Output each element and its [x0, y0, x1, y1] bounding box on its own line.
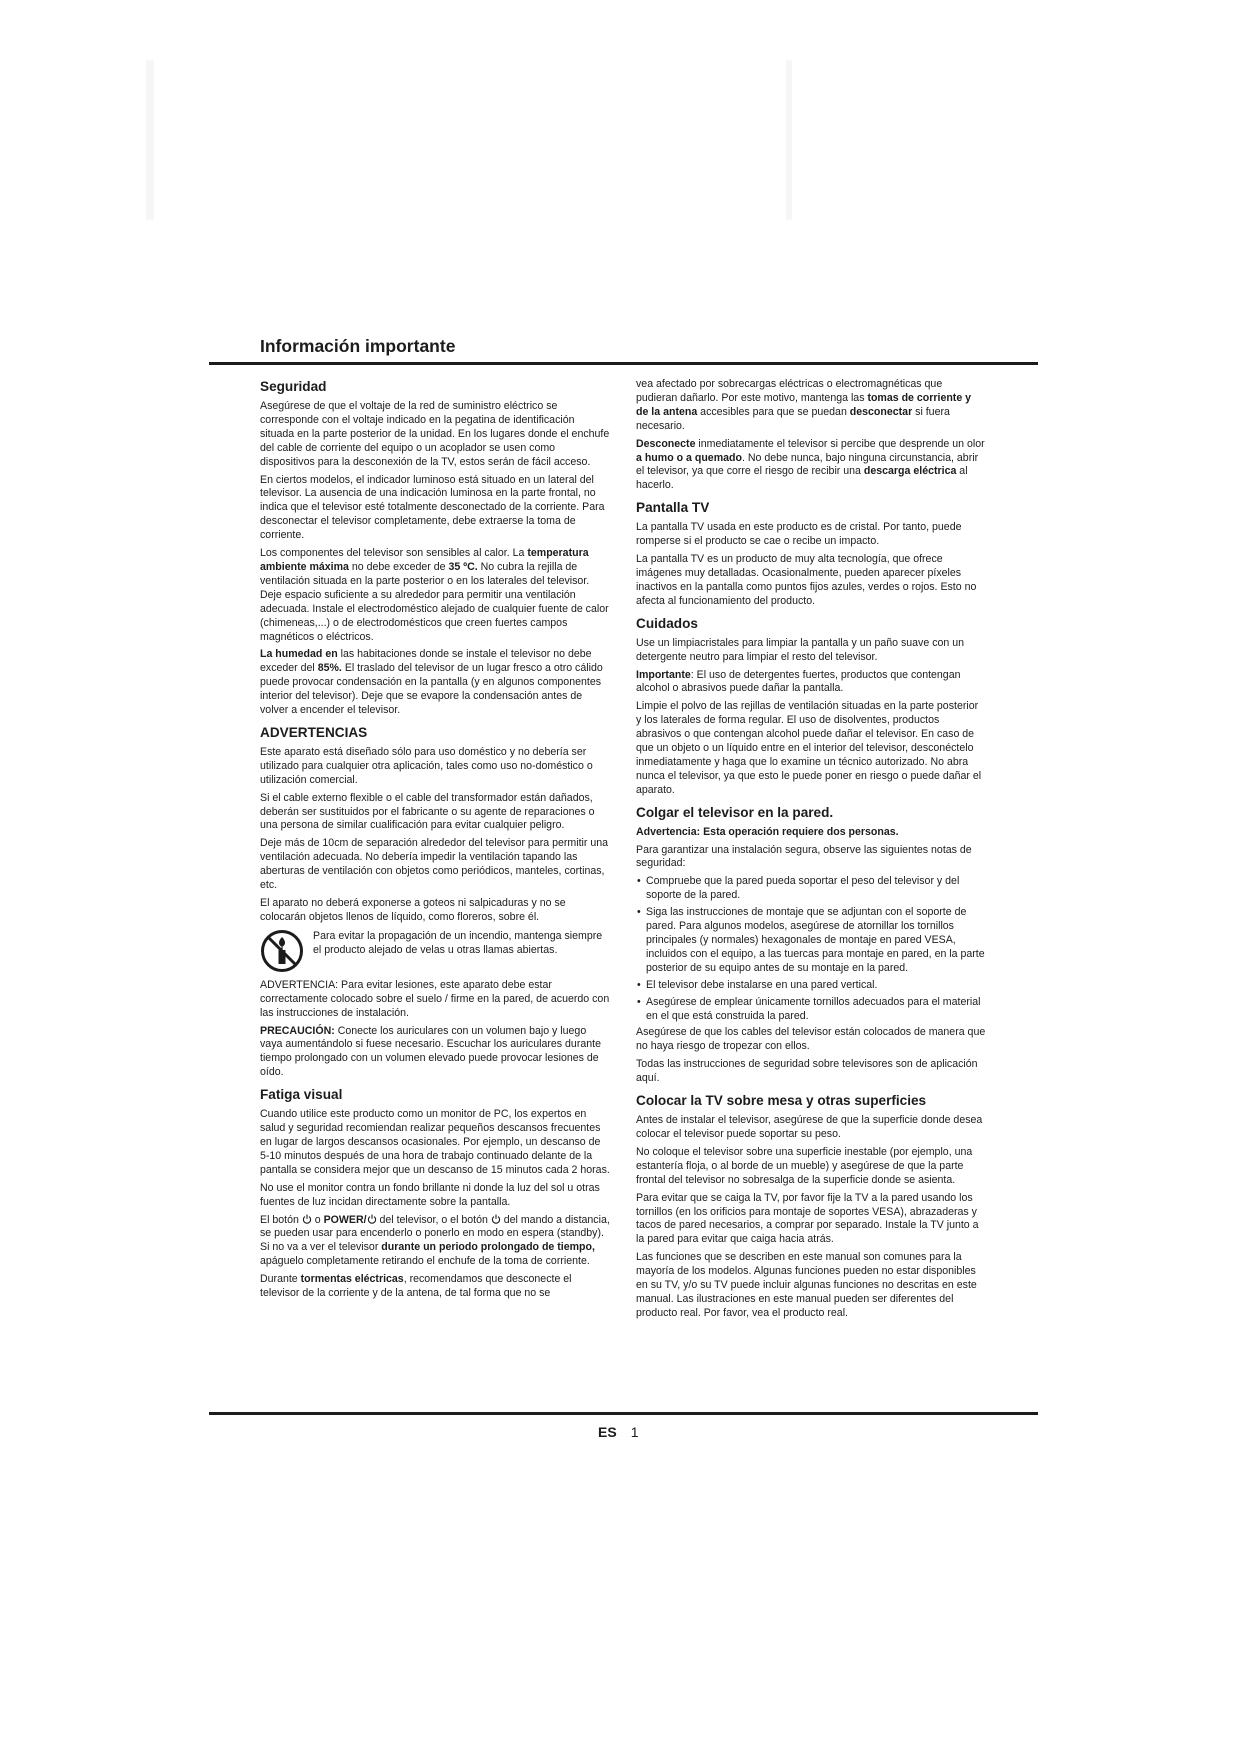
continued-paragraph: vea afectado por sobrecargas eléctricas o electromagnéticas que pudieran dañarlo. Por este motivo, mantenga las tomas de corriente y de la antena accesibles para que se puedan desconectar si fuera necesario.: [636, 378, 972, 432]
background-bleed-right: [786, 60, 792, 220]
continued-paragraph: Desconecte inmediatamente el televisor si percibe que desprende un olor a humo o a quemado. No debe nunca, bajo ninguna circunstancia, abrir el televisor, ya que corre el riesgo de recibir una descarga eléctrica al hacerlo.: [636, 437, 985, 492]
list-item: • Siga las instrucciones de montaje que se adjuntan con el soporte de pared. Para algunos modelos, asegúrese de atornillar los tornillos principales (y normales) hexagonales de montaje en pared VESA, incluidos con el equipo, a las tuercas para montaje en pared, en la parte posterior de su equipo antes de su montaje en la pared.: [636, 906, 986, 976]
list-item: • Compruebe que la pared pueda soportar el peso del televisor y del soporte de la pared.: [636, 875, 986, 903]
fatiga-paragraph: No use el monitor contra un fondo brillante ni donde la luz del sol u otras fuentes de luz incidan directamente sobre la pantalla.: [260, 1181, 600, 1208]
right-column: [636, 378, 986, 1325]
heading-seguridad: Seguridad: [260, 379, 327, 394]
colgar-intro: Para garantizar una instalación segura, observe las siguientes notas de seguridad:: [636, 843, 972, 870]
heading-colgar-televisor: Colgar el televisor en la pared.: [636, 804, 834, 820]
seguridad-paragraph: Los componentes del televisor son sensibles al calor. La temperatura ambiente máxima no debe exceder de 35 ºC. No cubra la rejilla de ventilación situada en la parte posterior o en los laterales del televisor. Deje espacio suficiente a su alrededor para permitir una ventilación adecuada. Instale el electrodoméstico alejado de cualquier fuente de calor (chimeneas,...) o de electrodomésticos que creen fuertes campos magnéticos o eléctricos.: [260, 547, 609, 643]
advertencias-paragraph: Este aparato está diseñado sólo para uso doméstico y no debería ser utilizado para cualquier otra aplicación, tales como uso no-doméstico o utilización comercial.: [260, 745, 593, 786]
no-open-flame-icon: [260, 929, 304, 973]
footer-rule: [209, 1412, 1038, 1415]
power-icon: [491, 1214, 501, 1224]
power-icon: [367, 1214, 377, 1224]
list-item: • Asegúrese de emplear únicamente tornillos adecuados para el material en el que está construida la pared.: [636, 996, 986, 1024]
colocar-paragraph: Antes de instalar el televisor, asegúrese de que la superficie donde desea colocar el televisor puede soportar su peso.: [636, 1114, 983, 1140]
advertencias-paragraph: Si el cable externo flexible o el cable del transformador están dañados, deberán ser sustituidos por el fabricante o su agente de reparaciones o una persona de similar cualificación para evitar cualquier peligro.: [260, 791, 595, 832]
advertencias-paragraph: El aparato no deberá exponerse a goteos ni salpicaduras y no se colocarán objetos llenos de líquido, como floreros, sobre él.: [260, 897, 566, 923]
cuidados-paragraph: Limpie el polvo de las rejillas de ventilación situadas en la parte posterior y los laterales de forma regular. El uso de disolventes, productos abrasivos o que contengan alcohol puede dañar el televisor. En caso de que un objeto o un líquido entre en el interior del televisor, desconéctelo inmediatamente y haga que lo examine un técnico autorizado. No abra nunca el televisor, ya que esto le puede poner en riesgo o puede dañar el aparato.: [636, 700, 982, 796]
list-item: • El televisor debe instalarse en una pared vertical.: [636, 979, 986, 993]
left-column: [260, 378, 610, 1305]
fire-warning: [260, 929, 610, 973]
advertencias-paragraph: ADVERTENCIA: Para evitar lesiones, este aparato debe estar correctamente colocado sobre el suelo / firme en la pared, de acuerdo con las instrucciones de instalación.: [260, 978, 610, 1019]
heading-advertencias: ADVERTENCIAS: [260, 724, 368, 740]
page-title: Información importante: [260, 336, 456, 356]
fatiga-paragraph: El botón o POWER/ del televisor, o el botón del mando a distancia, se pueden usar para encenderlo o ponerlo en modo en espera (standby). Si no va a ver el televisor durante un periodo prolongado de tiempo, apáguelo completamente retirando el enchufe de la toma de corriente.: [260, 1213, 610, 1268]
background-bleed-left: [146, 60, 154, 220]
cuidados-paragraph: Importante: El uso de detergentes fuertes, productos que contengan alcohol o abrasivos puede dañar la pantalla.: [636, 668, 961, 695]
pantalla-paragraph: La pantalla TV es un producto de muy alta tecnología, que ofrece imágenes muy detalladas. Ocasionalmente, pueden aparecer píxeles inactivos en la pantalla como puntos fijos azules, verdes o rojos. Esto no afecta al funcionamiento del producto.: [636, 553, 977, 607]
advertencias-paragraph: PRECAUCIÓN: Conecte los auriculares con un volumen bajo y luego vaya aumentándolo si fuese necesario. Escuchar los auriculares durante tiempo prolongado con un volumen elevado puede provocar lesiones de oído.: [260, 1024, 601, 1079]
page-number: 1: [630, 1424, 639, 1440]
seguridad-paragraph: En ciertos modelos, el indicador luminoso está situado en un lateral del televisor. La ausencia de una indicación luminosa en la parte frontal, no indica que el televisor esté totalmente desconectado de la corriente. Para desconectar el televisor completamente, debe extraerse la toma de corriente.: [260, 473, 605, 542]
colocar-paragraph: No coloque el televisor sobre una superficie inestable (por ejemplo, una estantería floja, o al borde de un mueble) y asegúrese de que la parte frontal del televisor no sobresalga de la superficie donde se asienta.: [636, 1145, 973, 1186]
heading-colocar-tv: Colocar la TV sobre mesa y otras superficies: [636, 1093, 927, 1109]
advertencias-paragraph: Deje más de 10cm de separación alrededor del televisor para permitir una ventilación adecuada. No debería impedir la ventilación tapando las aberturas de ventilación con objetos como periódicos, manteles, cortinas, etc.: [260, 837, 609, 892]
colgar-list: [636, 875, 986, 1023]
power-icon: [302, 1214, 312, 1224]
colgar-paragraph: Asegúrese de que los cables del televisor están colocados de manera que no haya riesgo de tropezar con ellos.: [636, 1026, 986, 1053]
language-code: ES: [598, 1424, 617, 1440]
seguridad-paragraph: La humedad en las habitaciones donde se instale el televisor no debe exceder del 85%. El traslado del televisor de un lugar fresco a otro cálido puede provocar condensación en la pantalla (y en algunos componentes interior del televisor). Deje que se evapore la condensación antes de volver a encender el televisor.: [260, 648, 603, 717]
cuidados-paragraph: Use un limpiacristales para limpiar la pantalla y un paño suave con un detergente neutro para limpiar el resto del televisor.: [636, 636, 964, 663]
page-footer: [598, 1424, 638, 1440]
fire-warning-text: Para evitar la propagación de un incendio, mantenga siempre el producto alejado de velas u otras llamas abiertas.: [313, 929, 603, 956]
fatiga-paragraph: Cuando utilice este producto como un monitor de PC, los expertos en salud y seguridad recomiendan realizar pequeños descansos frecuentes en lugar de largos descansos ocasionales. Por ejemplo, un descanso de 5-10 minutos después de una hora de trabajo continuado delante de la pantalla se considera mejor que un descanso de 15 minutos cada 2 horas.: [260, 1108, 610, 1176]
pantalla-paragraph: La pantalla TV usada en este producto es de cristal. Por tanto, puede romperse si el producto se cae o recibe un impacto.: [636, 521, 962, 548]
colocar-paragraph: Las funciones que se describen en este manual son comunes para la mayoría de los modelos. Algunas funciones pueden no estar disponibles en su TV, y/o su TV puede incluir algunas funciones no descritas en este manual. Las ilustraciones en este manual pueden ser diferentes del producto real. Por favor, vea el producto real.: [636, 1251, 977, 1319]
colgar-warning: Advertencia: Esta operación requiere dos personas.: [636, 825, 899, 838]
seguridad-paragraph: Asegúrese de que el voltaje de la red de suministro eléctrico se corresponde con el voltaje indicado en la pegatina de identificación situada en la parte posterior de la unidad. En los lugares donde el enchufe del cable de corriente del equipo o un acoplador se usen como dispositivos para la desconexión de la TV, estos serán de fácil acceso.: [260, 400, 610, 468]
heading-fatiga-visual: Fatiga visual: [260, 1087, 343, 1103]
colocar-paragraph: Para evitar que se caiga la TV, por favor fije la TV a la pared usando los tornillos (en los orificios para montaje de soportes VESA), abrazaderas y tacos de pared necesarios, a comprar por separado. Instale la TV junto a la pared para evitar que caiga hacia atrás.: [636, 1191, 979, 1246]
header-rule: [209, 362, 1038, 365]
fatiga-paragraph: Durante tormentas eléctricas, recomendamos que desconecte el televisor de la corriente y de la antena, de tal forma que no se: [260, 1273, 572, 1300]
heading-pantalla-tv: Pantalla TV: [636, 500, 710, 516]
colgar-paragraph: Todas las instrucciones de seguridad sobre televisores son de aplicación aquí.: [636, 1058, 978, 1085]
heading-cuidados: Cuidados: [636, 615, 698, 631]
